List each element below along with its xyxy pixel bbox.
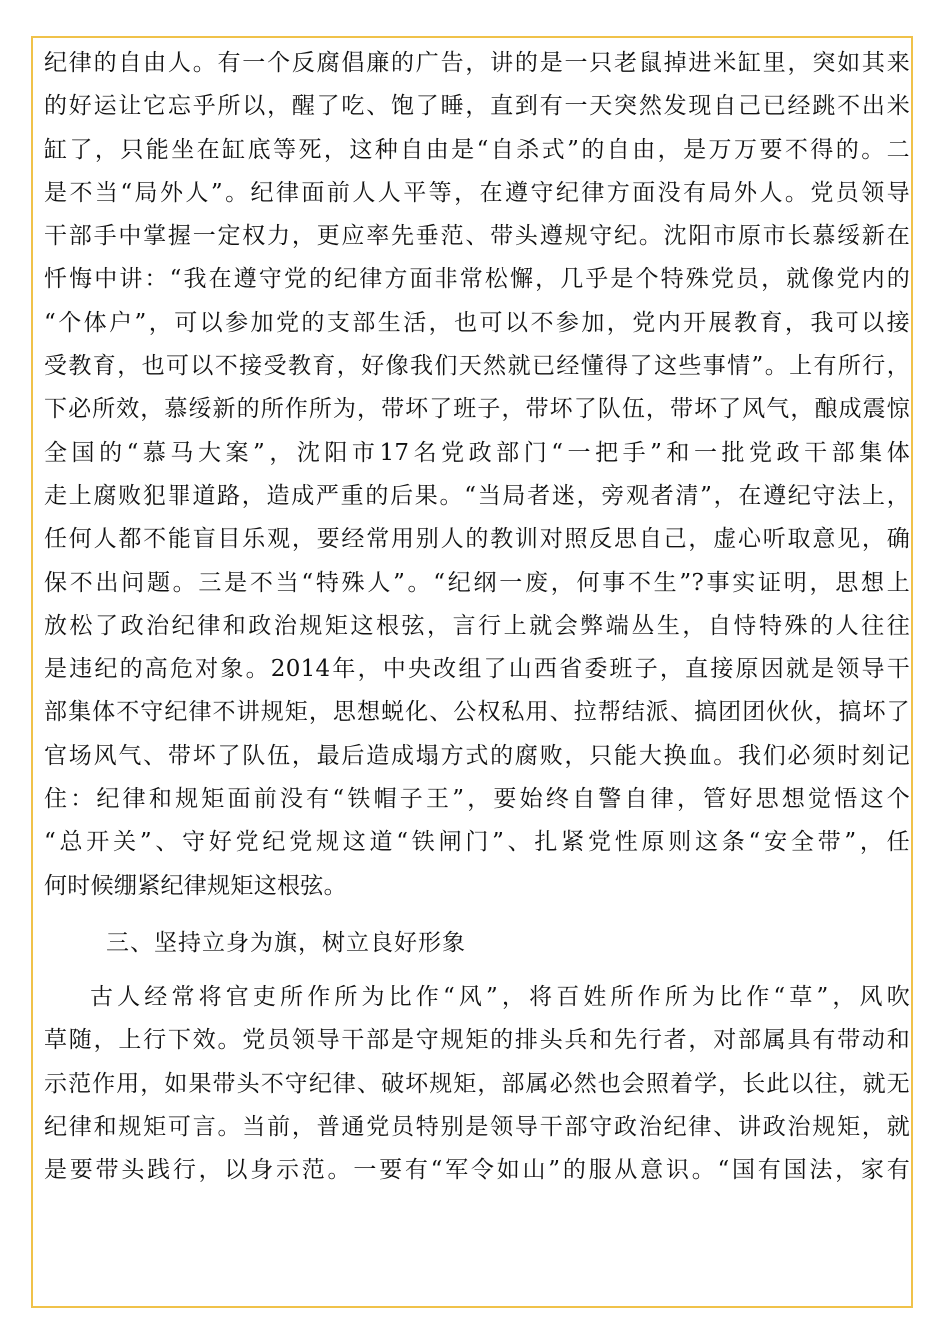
- text-line: 的好运让它忘乎所以，醒了吃、饱了睡，直到有一天突然发现自己已经跳不出米: [44, 93, 910, 120]
- text-line: 何时候绷紧纪律规矩这根弦。: [44, 872, 347, 899]
- text-line: 是不当“局外人”。纪律面前人人平等，在遵守纪律方面没有局外人。党员领导: [44, 179, 910, 206]
- section-heading-block: [44, 921, 910, 965]
- text-line: 是要带头践行，以身示范。一要有“军令如山”的服从意识。“国有国法，家有: [44, 1157, 910, 1184]
- text-line: 住：纪律和规矩面前没有“铁帽子王”，要始终自警自律，管好思想觉悟这个: [44, 786, 910, 813]
- text-line: 缸了，只能坐在缸底等死，这种自由是“自杀式”的自由，是万万要不得的。二: [44, 136, 910, 163]
- text-line: 忏悔中讲：“我在遵守党的纪律方面非常松懈，几乎是个特殊党员，就像党内的: [44, 266, 910, 293]
- text-line: “个体户”，可以参加党的支部生活，也可以不参加，党内开展教育，我可以接: [44, 309, 910, 336]
- text-line: 示范作用，如果带头不守纪律、破坏规矩，部属必然也会照着学，长此以往，就无: [44, 1070, 910, 1097]
- text-line: 走上腐败犯罪道路，造成严重的后果。“当局者迷，旁观者清”，在遵纪守法上，: [44, 482, 910, 509]
- paragraph-1: [44, 42, 910, 908]
- text-line: 全国的“慕马大案”，沈阳市17名党政部门“一把手”和一批党政干部集体: [44, 439, 910, 466]
- text-line: 草随，上行下效。党员领导干部是守规矩的排头兵和先行者，对部属具有带动和: [44, 1027, 910, 1054]
- document-body: [44, 42, 910, 1192]
- section-heading: 三、坚持立身为旗，树立良好形象: [106, 929, 466, 956]
- text-line: 是违纪的高危对象。2014年，中央改组了山西省委班子，直接原因就是领导干: [44, 656, 910, 683]
- text-line: 放松了政治纪律和政治规矩这根弦，言行上就会弊端丛生，自恃特殊的人往往: [44, 612, 910, 639]
- text-line: 下必所效，慕绥新的所作所为，带坏了班子，带坏了队伍，带坏了风气，酿成震惊: [44, 396, 910, 423]
- text-line: 部集体不守纪律不讲规矩，思想蜕化、公权私用、拉帮结派、搞团团伙伙，搞坏了: [44, 699, 910, 726]
- text-line: 受教育，也可以不接受教育，好像我们天然就已经懂得了这些事情”。上有所行，: [44, 353, 910, 380]
- text-line: 纪律的自由人。有一个反腐倡廉的广告，讲的是一只老鼠掉进米缸里，突如其来: [44, 50, 910, 76]
- text-line: “总开关”、守好党纪党规这道“铁闸门”、扎紧党性原则这条“安全带”，任: [44, 829, 910, 856]
- text-line: 官场风气、带坏了队伍，最后造成塌方式的腐败，只能大换血。我们必须时刻记: [44, 742, 910, 769]
- text-line: 任何人都不能盲目乐观，要经常用别人的教训对照反思自己，虚心听取意见，确: [44, 526, 910, 553]
- paragraph-2: [44, 976, 910, 1192]
- text-line: 保不出问题。三是不当“特殊人”。“纪纲一废，何事不生”?事实证明，思想上: [44, 569, 910, 596]
- text-line: 纪律和规矩可言。当前，普通党员特别是领导干部守政治纪律、讲政治规矩，就: [44, 1113, 910, 1140]
- text-line: 干部手中掌握一定权力，更应率先垂范、带头遵规守纪。沈阳市原市长慕绥新在: [44, 223, 910, 250]
- text-line: 古人经常将官吏所作所为比作“风”，将百姓所作所为比作“草”，风吹: [90, 983, 910, 1010]
